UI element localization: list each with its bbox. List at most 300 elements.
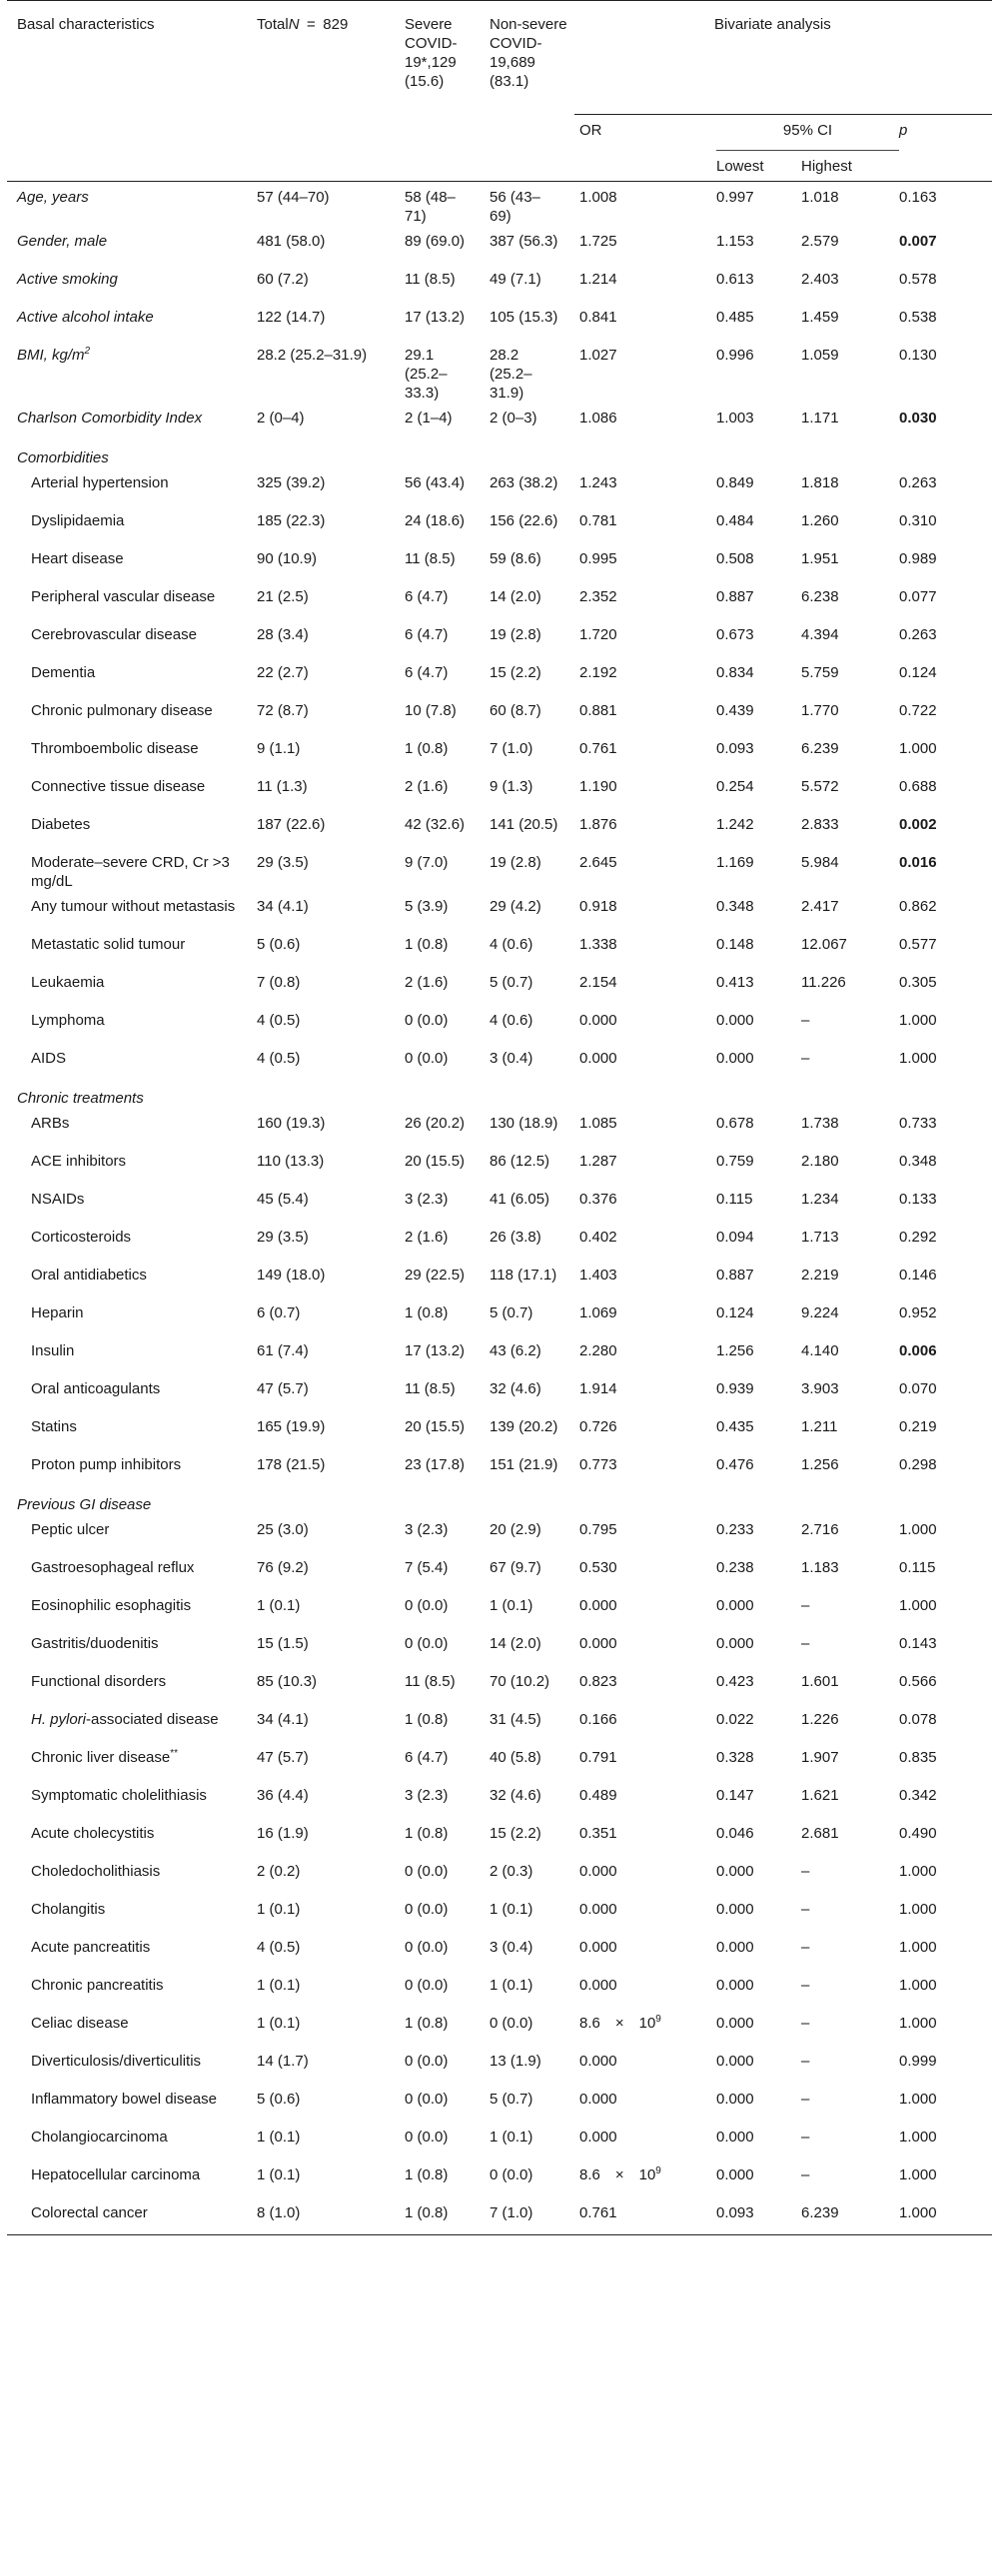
cell-p: 0.130 xyxy=(899,346,937,364)
cell-p: 1.000 xyxy=(899,1520,937,1538)
table-row xyxy=(7,2008,992,2046)
cell-nonsevere: 13 (1.9) xyxy=(490,2052,541,2070)
table-row xyxy=(7,847,992,891)
cell-or: 1.876 xyxy=(579,815,617,833)
cell-ci-lowest: 0.834 xyxy=(716,663,754,681)
cell-severe: 0 (0.0) xyxy=(405,1862,449,1880)
cell-or: 0.376 xyxy=(579,1190,617,1208)
cell-ci-lowest: 0.000 xyxy=(716,1634,754,1652)
table-row xyxy=(7,226,992,264)
cell-ci-highest: 5.759 xyxy=(801,663,839,681)
cell-ci-lowest: 0.000 xyxy=(716,2014,754,2032)
cell-total: 178 (21.5) xyxy=(257,1455,326,1473)
cell-severe: 20 (15.5) xyxy=(405,1152,466,1170)
table-row xyxy=(7,1932,992,1970)
cell-severe: 0 (0.0) xyxy=(405,2128,449,2146)
row-label: Metastatic solid tumour xyxy=(31,935,186,953)
cell-total: 110 (13.3) xyxy=(257,1152,325,1170)
header-or: OR xyxy=(574,115,716,181)
table-row xyxy=(7,340,992,403)
row-label: Heparin xyxy=(31,1303,84,1321)
cell-or: 0.726 xyxy=(579,1417,617,1435)
cell-severe: 56 (43.4) xyxy=(405,473,466,491)
cell-p: 0.163 xyxy=(899,188,937,206)
cell-nonsevere: 1 (0.1) xyxy=(490,2128,533,2146)
cell-p: 0.688 xyxy=(899,777,937,795)
cell-severe: 89 (69.0) xyxy=(405,232,466,250)
cell-ci-highest: – xyxy=(801,1900,810,1918)
cell-or: 0.918 xyxy=(579,897,617,915)
row-label: Moderate–severe CRD, Cr >3 mg/dL xyxy=(31,853,245,890)
cell-total: 1 (0.1) xyxy=(257,2014,301,2032)
cell-p: 0.342 xyxy=(899,1786,937,1804)
cell-p: 0.578 xyxy=(899,270,937,288)
row-label: Diverticulosis/diverticulitis xyxy=(31,2052,202,2070)
cell-total: 36 (4.4) xyxy=(257,1786,309,1804)
cell-or: 0.000 xyxy=(579,2090,617,2108)
cell-total: 29 (3.5) xyxy=(257,1228,309,1246)
cell-ci-lowest: 0.147 xyxy=(716,1786,754,1804)
cell-total: 85 (10.3) xyxy=(257,1672,318,1690)
cell-p: 0.016 xyxy=(899,853,937,871)
cell-ci-highest: 1.256 xyxy=(801,1455,839,1473)
cell-ci-highest: – xyxy=(801,1049,810,1067)
cell-ci-highest: 1.183 xyxy=(801,1558,839,1576)
cell-total: 5 (0.6) xyxy=(257,2090,301,2108)
row-label: Symptomatic cholelithiasis xyxy=(31,1786,207,1804)
row-label: ACE inhibitors xyxy=(31,1152,127,1170)
cell-nonsevere: 3 (0.4) xyxy=(490,1049,533,1067)
cell-severe: 0 (0.0) xyxy=(405,1976,449,1994)
cell-severe: 3 (2.3) xyxy=(405,1520,449,1538)
cell-p: 1.000 xyxy=(899,1938,937,1956)
cell-nonsevere: 139 (20.2) xyxy=(490,1417,558,1435)
row-label: Age, years xyxy=(17,188,89,206)
cell-p: 1.000 xyxy=(899,2090,937,2108)
cell-ci-lowest: 0.094 xyxy=(716,1228,754,1246)
cell-ci-lowest: 0.000 xyxy=(716,1976,754,1994)
cell-total: 34 (4.1) xyxy=(257,897,309,915)
cell-ci-lowest: 0.673 xyxy=(716,625,754,643)
section-header-row xyxy=(7,440,992,467)
row-label: Proton pump inhibitors xyxy=(31,1455,182,1473)
table-row xyxy=(7,1742,992,1780)
cell-severe: 0 (0.0) xyxy=(405,2090,449,2108)
cell-or: 0.823 xyxy=(579,1672,617,1690)
cell-ci-lowest: 0.000 xyxy=(716,1900,754,1918)
table-row xyxy=(7,1043,992,1081)
cell-ci-lowest: 0.887 xyxy=(716,1266,754,1284)
cell-ci-highest: 1.018 xyxy=(801,188,839,206)
table-row xyxy=(7,1552,992,1590)
cell-ci-highest: 2.417 xyxy=(801,897,839,915)
cell-total: 4 (0.5) xyxy=(257,1011,301,1029)
cell-p: 1.000 xyxy=(899,1900,937,1918)
table-row xyxy=(7,1856,992,1894)
cell-ci-lowest: 0.000 xyxy=(716,2052,754,2070)
cell-p: 0.030 xyxy=(899,409,937,427)
cell-severe: 42 (32.6) xyxy=(405,815,466,833)
cell-total: 1 (0.1) xyxy=(257,1976,301,1994)
table-row xyxy=(7,619,992,657)
cell-ci-highest: 5.572 xyxy=(801,777,839,795)
cell-nonsevere: 0 (0.0) xyxy=(490,2165,533,2183)
cell-total: 8 (1.0) xyxy=(257,2197,405,2235)
cell-total: 149 (18.0) xyxy=(257,1266,326,1284)
cell-ci-lowest: 0.678 xyxy=(716,1114,754,1132)
row-label: Lymphoma xyxy=(31,1011,105,1029)
cell-p: 0.292 xyxy=(899,1228,937,1246)
cell-or: 0.773 xyxy=(579,1455,617,1473)
cell-nonsevere: 105 (15.3) xyxy=(490,308,558,326)
cell-total: 47 (5.7) xyxy=(257,1379,309,1397)
table-row xyxy=(7,403,992,440)
table-row xyxy=(7,302,992,340)
cell-or: 1.720 xyxy=(579,625,617,643)
table-row xyxy=(7,657,992,695)
header-highest: Highest xyxy=(801,158,852,175)
cell-nonsevere: 4 (0.6) xyxy=(490,935,533,953)
row-label: Dyslipidaemia xyxy=(31,511,125,529)
cell-p: 0.733 xyxy=(899,1114,937,1132)
cell-ci-lowest: 0.328 xyxy=(716,1748,754,1766)
cell-or: 0.995 xyxy=(579,549,617,567)
cell-severe: 6 (4.7) xyxy=(405,587,449,605)
cell-ci-lowest: 0.413 xyxy=(716,973,754,991)
cell-severe: 10 (7.8) xyxy=(405,701,457,719)
cell-total: 1 (0.1) xyxy=(257,2128,301,2146)
table-row xyxy=(7,2197,992,2235)
cell-ci-highest: 4.394 xyxy=(801,625,839,643)
cell-nonsevere: 4 (0.6) xyxy=(490,1011,533,1029)
header-p: p xyxy=(899,115,992,181)
cell-nonsevere: 387 (56.3) xyxy=(490,232,558,250)
cell-or: 0.791 xyxy=(579,1748,617,1766)
cell-ci-highest: – xyxy=(801,2052,810,2070)
cell-or: 1.008 xyxy=(579,188,617,206)
cell-or: 1.338 xyxy=(579,935,617,953)
table-row xyxy=(7,505,992,543)
cell-total: 1 (0.1) xyxy=(257,1596,301,1614)
cell-total: 2 (0–4) xyxy=(257,409,305,427)
cell-ci-lowest: 0.423 xyxy=(716,1672,754,1690)
cell-ci-highest: – xyxy=(801,1634,810,1652)
cell-total: 187 (22.6) xyxy=(257,815,326,833)
row-label: Cholangiocarcinoma xyxy=(31,2128,168,2146)
cell-severe: 1 (0.8) xyxy=(405,2197,490,2235)
cell-severe: 11 (8.5) xyxy=(405,1672,456,1690)
cell-or: 0.841 xyxy=(579,308,617,326)
table-row xyxy=(7,1108,992,1146)
table-row xyxy=(7,1818,992,1856)
cell-ci-lowest: 0.093 xyxy=(716,739,754,757)
cell-nonsevere: 14 (2.0) xyxy=(490,1634,541,1652)
cell-or: 0.489 xyxy=(579,1786,617,1804)
cell-ci-highest: – xyxy=(801,2014,810,2032)
cell-or: 0.166 xyxy=(579,1710,617,1728)
row-label: Chronic liver disease** xyxy=(31,1747,179,1766)
cell-ci-highest: 1.818 xyxy=(801,473,839,491)
cell-p: 1.000 xyxy=(899,2197,992,2235)
cell-total: 481 (58.0) xyxy=(257,232,326,250)
cell-total: 28 (3.4) xyxy=(257,625,309,643)
table-row xyxy=(7,1411,992,1449)
cell-severe: 11 (8.5) xyxy=(405,270,456,288)
cell-total: 25 (3.0) xyxy=(257,1520,309,1538)
cell-p: 0.077 xyxy=(899,587,937,605)
cell-ci-highest: 1.907 xyxy=(801,1748,839,1766)
cell-ci-highest: 2.180 xyxy=(801,1152,839,1170)
cell-nonsevere: 31 (4.5) xyxy=(490,1710,541,1728)
cell-or: 1.725 xyxy=(579,232,617,250)
cell-nonsevere: 20 (2.9) xyxy=(490,1520,541,1538)
section-title: Comorbidities xyxy=(17,448,109,466)
row-label: Dementia xyxy=(31,663,96,681)
cell-p: 0.298 xyxy=(899,1455,937,1473)
cell-ci-lowest: 0.046 xyxy=(716,1824,754,1842)
cell-nonsevere: 156 (22.6) xyxy=(490,511,558,529)
cell-total: 16 (1.9) xyxy=(257,1824,309,1842)
cell-ci-highest: 2.716 xyxy=(801,1520,839,1538)
cell-nonsevere: 5 (0.7) xyxy=(490,973,533,991)
row-label: Peripheral vascular disease xyxy=(31,587,216,605)
row-label: NSAIDs xyxy=(31,1190,85,1208)
cell-or: 0.000 xyxy=(579,1634,617,1652)
cell-nonsevere: 19 (2.8) xyxy=(490,853,541,871)
cell-total: 29 (3.5) xyxy=(257,853,309,871)
cell-p: 1.000 xyxy=(899,2014,937,2032)
cell-nonsevere: 5 (0.7) xyxy=(490,1303,533,1321)
cell-nonsevere: 60 (8.7) xyxy=(490,701,541,719)
row-label: Arterial hypertension xyxy=(31,473,169,491)
cell-p: 1.000 xyxy=(899,2165,937,2183)
cell-severe: 6 (4.7) xyxy=(405,1748,449,1766)
cell-or: 0.000 xyxy=(579,1862,617,1880)
cell-total: 122 (14.7) xyxy=(257,308,326,326)
cell-nonsevere: 9 (1.3) xyxy=(490,777,533,795)
row-label: Any tumour without metastasis xyxy=(31,897,236,915)
cell-p: 0.002 xyxy=(899,815,937,833)
cell-ci-highest: 2.579 xyxy=(801,232,839,250)
cell-or: 8.6 × $10^9$ xyxy=(579,2013,661,2032)
header-total: TotalN = 829 xyxy=(257,1,405,181)
cell-ci-highest: 2.403 xyxy=(801,270,839,288)
table-row xyxy=(7,2159,992,2197)
header-basal: Basal characteristics xyxy=(7,1,257,181)
cell-p: 0.348 xyxy=(899,1152,937,1170)
row-label: Gender, male xyxy=(17,232,108,250)
cell-p: 0.999 xyxy=(899,2052,937,2070)
cell-p: 0.133 xyxy=(899,1190,937,1208)
cell-ci-lowest: 0.996 xyxy=(716,346,754,364)
cell-severe: 3 (2.3) xyxy=(405,1786,449,1804)
cell-p: 0.219 xyxy=(899,1417,937,1435)
cell-total: 165 (19.9) xyxy=(257,1417,326,1435)
cell-severe: 11 (8.5) xyxy=(405,549,456,567)
cell-ci-lowest: 0.124 xyxy=(716,1303,754,1321)
cell-severe: 2 (1–4) xyxy=(405,409,453,427)
cell-ci-highest: 1.226 xyxy=(801,1710,839,1728)
cell-ci-lowest: 0.000 xyxy=(716,1862,754,1880)
cell-or: 0.000 xyxy=(579,2052,617,2070)
cell-total: 47 (5.7) xyxy=(257,1748,309,1766)
cell-nonsevere: 32 (4.6) xyxy=(490,1786,541,1804)
cell-or: 1.914 xyxy=(579,1379,617,1397)
cell-or: 1.214 xyxy=(579,270,617,288)
cell-total: 57 (44–70) xyxy=(257,188,330,206)
cell-ci-lowest: 1.169 xyxy=(716,853,754,871)
cell-or: 0.000 xyxy=(579,1049,617,1067)
row-label: Insulin xyxy=(31,1341,75,1359)
cell-or: 1.085 xyxy=(579,1114,617,1132)
cell-p: 0.989 xyxy=(899,549,937,567)
cell-nonsevere: 14 (2.0) xyxy=(490,587,541,605)
cell-severe: 20 (15.5) xyxy=(405,1417,466,1435)
cell-ci-highest: 1.713 xyxy=(801,1228,839,1246)
cell-or: 0.351 xyxy=(579,1824,617,1842)
cell-severe: 1 (0.8) xyxy=(405,1303,449,1321)
cell-nonsevere: 1 (0.1) xyxy=(490,1596,533,1614)
row-label: Hepatocellular carcinoma xyxy=(31,2165,201,2183)
cell-or: 2.280 xyxy=(579,1341,617,1359)
cell-nonsevere: 263 (38.2) xyxy=(490,473,558,491)
cell-nonsevere: 67 (9.7) xyxy=(490,1558,541,1576)
cell-nonsevere: 7 (1.0) xyxy=(490,739,533,757)
row-label: AIDS xyxy=(31,1049,67,1067)
cell-ci-lowest: 0.093 xyxy=(716,2197,801,2235)
cell-p: 0.835 xyxy=(899,1748,937,1766)
cell-nonsevere: 59 (8.6) xyxy=(490,549,541,567)
cell-total: 72 (8.7) xyxy=(257,701,309,719)
cell-nonsevere: 7 (1.0) xyxy=(490,2197,574,2235)
table-row xyxy=(7,1780,992,1818)
table-row xyxy=(7,543,992,581)
cell-or: 1.403 xyxy=(579,1266,617,1284)
cell-ci-highest: 1.260 xyxy=(801,511,839,529)
cell-p: 0.566 xyxy=(899,1672,937,1690)
cell-total: 14 (1.7) xyxy=(257,2052,309,2070)
cell-nonsevere: 118 (17.1) xyxy=(490,1266,557,1284)
header-ci: 95% CI xyxy=(716,115,899,151)
cell-severe: 26 (20.2) xyxy=(405,1114,466,1132)
cell-total: 21 (2.5) xyxy=(257,587,309,605)
cell-or: 1.243 xyxy=(579,473,617,491)
cell-ci-lowest: 0.115 xyxy=(716,1190,753,1208)
table-container xyxy=(7,0,992,2235)
cell-ci-highest: 1.171 xyxy=(801,409,839,427)
cell-total: 11 (1.3) xyxy=(257,777,308,795)
cell-ci-lowest: 0.148 xyxy=(716,935,754,953)
table-row xyxy=(7,581,992,619)
cell-or: 1.086 xyxy=(579,409,617,427)
cell-p: 0.305 xyxy=(899,973,937,991)
cell-p: 0.263 xyxy=(899,473,937,491)
row-label: Chronic pancreatitis xyxy=(31,1976,164,1994)
header-lowest: Lowest xyxy=(716,158,764,175)
cell-nonsevere: 28.2 (25.2–31.9) xyxy=(490,346,532,402)
cell-total: 160 (19.3) xyxy=(257,1114,326,1132)
cell-ci-highest: 5.984 xyxy=(801,853,839,871)
cell-or: 1.190 xyxy=(579,777,617,795)
cell-p: 0.577 xyxy=(899,935,937,953)
cell-ci-highest: 1.234 xyxy=(801,1190,839,1208)
table-row xyxy=(7,2084,992,2122)
cell-ci-lowest: 0.000 xyxy=(716,1049,754,1067)
row-label: Connective tissue disease xyxy=(31,777,206,795)
cell-nonsevere: 32 (4.6) xyxy=(490,1379,541,1397)
cell-ci-lowest: 0.000 xyxy=(716,1596,754,1614)
cell-ci-highest: 1.770 xyxy=(801,701,839,719)
row-label: Thromboembolic disease xyxy=(31,739,199,757)
cell-ci-lowest: 0.022 xyxy=(716,1710,754,1728)
cell-or: 2.352 xyxy=(579,587,617,605)
cell-nonsevere: 40 (5.8) xyxy=(490,1748,541,1766)
cell-ci-highest: 1.601 xyxy=(801,1672,839,1690)
cell-severe: 29 (22.5) xyxy=(405,1266,466,1284)
cell-ci-highest: 9.224 xyxy=(801,1303,839,1321)
row-label: Acute pancreatitis xyxy=(31,1938,151,1956)
cell-total: 6 (0.7) xyxy=(257,1303,301,1321)
cell-ci-highest: 1.738 xyxy=(801,1114,839,1132)
cell-nonsevere: 86 (12.5) xyxy=(490,1152,550,1170)
cell-severe: 1 (0.8) xyxy=(405,1710,449,1728)
cell-severe: 2 (1.6) xyxy=(405,973,449,991)
cell-p: 0.146 xyxy=(899,1266,937,1284)
cell-nonsevere: 151 (21.9) xyxy=(490,1455,558,1473)
cell-ci-highest: 1.951 xyxy=(801,549,839,567)
cell-severe: 9 (7.0) xyxy=(405,853,449,871)
cell-p: 0.952 xyxy=(899,1303,937,1321)
cell-ci-highest: – xyxy=(801,1596,810,1614)
cell-p: 1.000 xyxy=(899,1976,937,1994)
cell-p: 0.143 xyxy=(899,1634,937,1652)
cell-or: 1.027 xyxy=(579,346,617,364)
cell-or: 8.6 × $10^9$ xyxy=(579,2164,661,2183)
row-label: Functional disorders xyxy=(31,1672,167,1690)
cell-severe: 0 (0.0) xyxy=(405,1634,449,1652)
cell-total: 34 (4.1) xyxy=(257,1710,309,1728)
cell-or: 0.761 xyxy=(574,2197,716,2235)
cell-ci-highest: – xyxy=(801,1011,810,1029)
section-header-row xyxy=(7,1081,992,1108)
cell-ci-highest: 6.239 xyxy=(801,2197,899,2235)
cell-ci-lowest: 0.759 xyxy=(716,1152,754,1170)
table-row xyxy=(7,1146,992,1184)
cell-ci-lowest: 0.508 xyxy=(716,549,754,567)
cell-ci-highest: 11.226 xyxy=(801,973,846,991)
cell-nonsevere: 3 (0.4) xyxy=(490,1938,533,1956)
cell-severe: 0 (0.0) xyxy=(405,1900,449,1918)
cell-p: 1.000 xyxy=(899,1596,937,1614)
table-row xyxy=(7,1222,992,1260)
cell-ci-lowest: 0.997 xyxy=(716,188,754,206)
cell-ci-highest: – xyxy=(801,1938,810,1956)
row-label: Active alcohol intake xyxy=(17,308,154,326)
cell-severe: 1 (0.8) xyxy=(405,935,449,953)
cell-ci-lowest: 0.000 xyxy=(716,1011,754,1029)
cell-or: 0.795 xyxy=(579,1520,617,1538)
cell-p: 0.310 xyxy=(899,511,937,529)
cell-or: 0.000 xyxy=(579,1976,617,1994)
table-row xyxy=(7,467,992,505)
cell-nonsevere: 1 (0.1) xyxy=(490,1976,533,1994)
cell-or: 0.000 xyxy=(579,1900,617,1918)
cell-severe: 2 (1.6) xyxy=(405,777,449,795)
cell-or: 0.781 xyxy=(579,511,617,529)
cell-total: 15 (1.5) xyxy=(257,1634,309,1652)
row-label: Inflammatory bowel disease xyxy=(31,2090,217,2108)
cell-ci-lowest: 0.000 xyxy=(716,2090,754,2108)
